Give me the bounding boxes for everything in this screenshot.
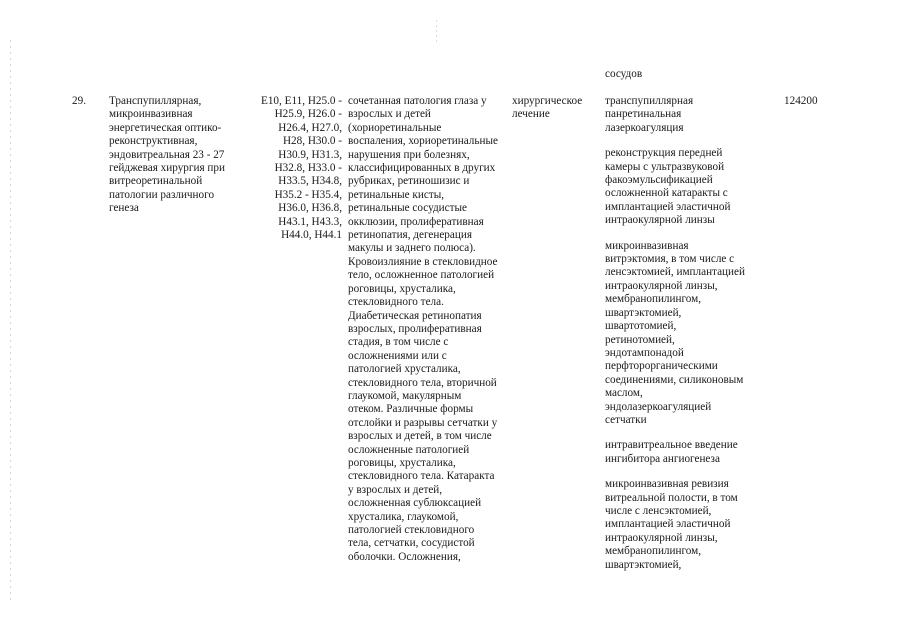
text-line: энергетическая оптико-: [109, 121, 222, 134]
treatment-method: [605, 147, 770, 227]
row-number: 29.: [72, 95, 86, 107]
text-line: генеза: [109, 202, 139, 215]
text-line: панретинальная: [605, 108, 682, 121]
treatment-method: [605, 95, 770, 135]
text-line: эндотампонадой: [605, 346, 684, 359]
text-line: осложненные патологией: [348, 443, 470, 456]
text-line: швартотомией,: [605, 320, 677, 333]
continuation-text: сосудов: [605, 68, 643, 80]
text-line: швартэктомией,: [605, 306, 682, 319]
text-line: числе с ленсэктомией,: [605, 504, 712, 517]
text-line: перфторорганическими: [605, 360, 718, 373]
text-line: у взрослых и детей,: [348, 483, 443, 496]
text-line: ингибитора ангиогенеза: [605, 452, 720, 465]
text-line: витреоретинальной: [109, 175, 203, 188]
text-line: тело, осложненное патологией: [348, 269, 495, 282]
text-line: маслом,: [605, 387, 643, 400]
text-line: Транспупиллярная,: [109, 95, 202, 107]
treatment-type-cell: [512, 95, 598, 122]
text-line: H35.2 - H35.4,: [274, 188, 342, 201]
text-line: микроинвазивная: [109, 108, 193, 121]
text-line: интравитреальное введение: [605, 439, 738, 452]
patient-model-cell: [348, 95, 510, 564]
text-line: хрусталика, глаукомой,: [348, 510, 459, 523]
text-line: факоэмульсификацией: [605, 174, 713, 187]
text-line: патологией стекловидного: [348, 524, 475, 536]
text-line: эндовитреальная 23 - 27: [109, 148, 225, 161]
text-line: ретинальные кисты,: [348, 188, 445, 201]
text-line: имплантацией эластичной: [605, 518, 731, 531]
icd-codes-cell: [250, 95, 342, 242]
text-line: эндолазеркоагуляцией: [605, 400, 712, 413]
text-line: реконструктивная,: [109, 135, 198, 148]
text-line: микроинвазивная ревизия: [605, 478, 729, 491]
text-line: осложненная сублюксацией: [348, 497, 482, 510]
text-line: мембранопилингом,: [605, 545, 702, 558]
text-line: глаукомой, макулярным: [348, 389, 462, 402]
text-line: нарушения при болезнях,: [348, 148, 470, 161]
scan-margin-marks: [10, 40, 11, 600]
text-line: лазеркоагуляция: [605, 121, 684, 134]
procedure-name-cell: [109, 95, 249, 216]
text-line: мембранопилингом,: [605, 293, 702, 306]
text-line: швартэктомией,: [605, 558, 682, 571]
text-line: патологией хрусталика,: [348, 363, 461, 376]
text-line: камеры с ультразвуковой: [605, 160, 725, 173]
text-line: воспаления, хориоретинальные: [348, 135, 498, 148]
treatment-methods-cell: [605, 95, 770, 584]
text-line: Диабетическая ретинопатия: [348, 309, 482, 322]
text-line: стекловидного тела.: [348, 296, 444, 309]
text-line: хирургическое: [512, 95, 583, 107]
text-line: H36.0, H36.8,: [278, 202, 342, 215]
text-line: осложнениями или с: [348, 349, 447, 362]
text-line: H33.5, H34.8,: [278, 175, 342, 188]
text-line: транспупиллярная: [605, 95, 694, 107]
text-line: взрослых и детей, в том числе: [348, 430, 492, 443]
text-line: роговицы, хрусталика,: [348, 456, 456, 469]
text-line: ретинотомией,: [605, 333, 675, 346]
text-line: H26.4, H27.0,: [278, 121, 342, 134]
treatment-method: [605, 478, 770, 572]
text-line: стекловидного тела, вторичной: [348, 376, 497, 389]
text-line: патологии различного: [109, 188, 215, 201]
text-line: H30.9, H31.3,: [278, 148, 342, 161]
text-line: реконструкция передней: [605, 147, 723, 160]
text-line: оболочки. Осложнения,: [348, 550, 461, 563]
text-line: соединениями, силиконовым: [605, 373, 744, 386]
text-line: интраокулярной линзы: [605, 214, 715, 227]
text-line: витреальной полости, в том: [605, 491, 738, 504]
text-line: тела, сетчатки, сосудистой: [348, 537, 475, 550]
text-line: ленсэктомией, имплантацией: [605, 266, 745, 279]
text-line: гейджевая хирургия при: [109, 162, 225, 175]
text-line: H43.1, H43.3,: [278, 215, 342, 228]
scan-fold-marks: [436, 20, 437, 44]
text-line: H32.8, H33.0 -: [274, 162, 342, 175]
text-line: ретинальные сосудистые: [348, 202, 467, 215]
text-line: сочетанная патология глаза у: [348, 95, 487, 107]
text-line: H28, H30.0 -: [282, 135, 342, 148]
text-line: лечение: [512, 108, 550, 121]
text-line: окклюзии, пролиферативная: [348, 215, 484, 228]
text-line: H25.9, H26.0 -: [274, 108, 342, 121]
text-line: H44.0, H44.1: [281, 229, 342, 242]
text-line: E10, E11, H25.0 -: [261, 95, 342, 107]
text-line: осложненной катаракты с: [605, 187, 728, 200]
text-line: роговицы, хрусталика,: [348, 282, 456, 295]
text-line: отеком. Различные формы: [348, 403, 474, 416]
text-line: интраокулярной линзы,: [605, 531, 718, 544]
text-line: рубриках, ретиношизис и: [348, 175, 470, 188]
text-line: взрослых и детей: [348, 108, 431, 121]
tariff-value: 124200: [784, 95, 818, 107]
treatment-method: [605, 240, 770, 428]
text-line: сетчатки: [605, 413, 647, 426]
text-line: (хориоретинальные: [348, 121, 442, 134]
text-line: витрэктомия, в том числе с: [605, 253, 735, 266]
text-line: макулы и заднего полюса).: [348, 242, 476, 255]
text-line: Кровоизлияние в стекловидное: [348, 255, 498, 268]
text-line: отслойки и разрывы сетчатки у: [348, 416, 498, 429]
treatment-method: [605, 439, 770, 466]
text-line: стекловидного тела. Катаракта: [348, 470, 495, 483]
text-line: стадия, в том числе с: [348, 336, 449, 349]
text-line: классифицированных в других: [348, 162, 496, 175]
text-line: имплантацией эластичной: [605, 200, 731, 213]
text-line: ретинопатия, дегенерация: [348, 229, 472, 242]
text-line: микроинвазивная: [605, 239, 689, 252]
text-line: взрослых, пролиферативная: [348, 322, 482, 335]
text-line: интраокулярной линзы,: [605, 279, 718, 292]
